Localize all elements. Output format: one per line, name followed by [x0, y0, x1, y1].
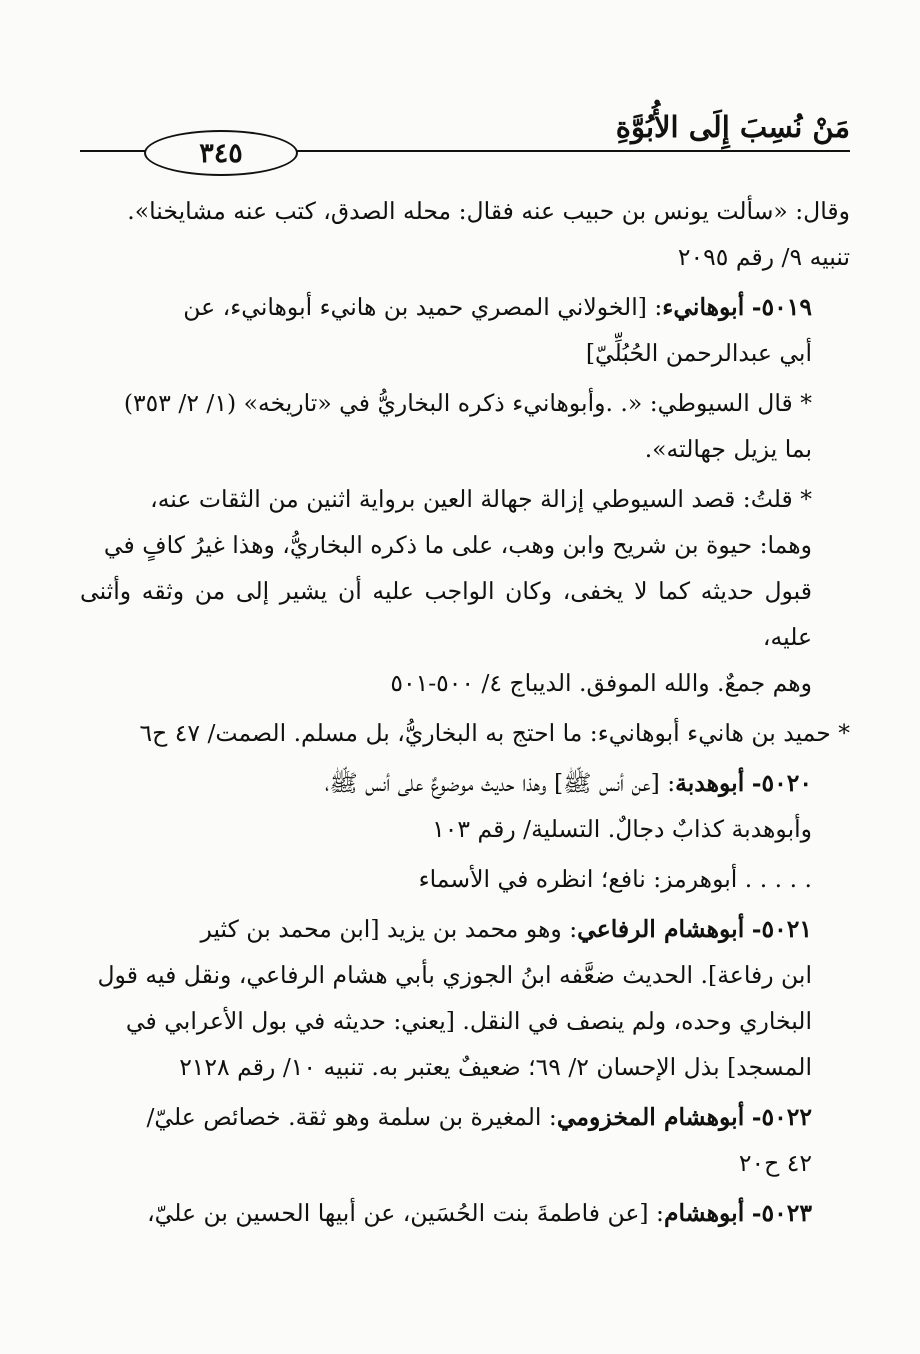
text-line: وهما: حيوة بن شريح وابن وهب، على ما ذكره البخاريُّ، وهذا غيرُ كافٍ في	[103, 531, 812, 559]
text-line: : [عن أنس ﷺ] وهذا حديث موضوعٌ على أنس ﷺ،	[324, 769, 676, 797]
body-text	[80, 188, 850, 1240]
text-line: وأبوهدبة كذابٌ دجالٌ. التسلية/ رقم ١٠٣	[432, 815, 812, 843]
page-header	[80, 104, 850, 174]
paragraph	[80, 476, 850, 706]
paragraph	[80, 710, 850, 756]
text-line: * قلتُ: قصد السيوطي إزالة جهالة العين برواية اثنين من الثقات عنه،	[150, 485, 812, 513]
entry-5020	[80, 760, 850, 852]
entry-5019	[80, 284, 850, 376]
entry-label: أبوهشام	[663, 1199, 745, 1227]
text-line: البخاري وحده، ولم ينصف في النقل. [يعني: حديثه في بول الأعرابي في	[125, 1007, 812, 1035]
page-number-badge	[144, 130, 298, 176]
text-line: تنبيه ٩/ رقم ٢٠٩٥	[677, 243, 850, 271]
entry-5022	[80, 1094, 850, 1186]
entry-label: أبوهانيء	[662, 293, 745, 321]
entry-number: ٥٠١٩-	[751, 293, 812, 321]
text-line: * حميد بن هانيء أبوهانيء: ما احتج به البخاريُّ، بل مسلم. الصمت/ ٤٧ ح٦	[139, 719, 850, 747]
text-line: : وهو محمد بن يزيد [ابن محمد بن كثير	[200, 915, 578, 943]
text-line: ابن رفاعة]. الحديث ضعَّفه ابنُ الجوزي بأبي هشام الرفاعي، ونقل فيه قول	[97, 961, 812, 989]
text-line: بما يزيل جهالته».	[644, 435, 812, 463]
entry-5021	[80, 906, 850, 1090]
text-line: وقال: «سألت يونس بن حبيب عنه فقال: محله الصدق، كتب عنه مشايخنا».	[127, 197, 850, 225]
running-head-title: مَنْ نُسِبَ إِلَى الأُبُوَّةِ	[615, 110, 850, 144]
paragraph	[80, 188, 850, 280]
paragraph	[80, 380, 850, 472]
text-line: : [الخولاني المصري حميد بن هانيء أبوهانيء، عن	[183, 293, 663, 321]
text-line: وهم جمعٌ. والله الموفق. الديباج ٤/ ٥٠٠-٥٠١	[390, 669, 812, 697]
entry-number: ٥٠٢٣-	[751, 1199, 812, 1227]
text-line: قبول حديثه كما لا يخفى، وكان الواجب عليه أن يشير إلى من وثقه وأثنى عليه،	[80, 577, 812, 651]
entry-number: ٥٠٢١-	[751, 915, 812, 943]
text-line: . . . . . أبوهرمز: نافع؛ انظره في الأسماء	[418, 865, 812, 893]
page-number: ٣٤٥	[199, 137, 243, 169]
entry-number: ٥٠٢٢-	[751, 1103, 812, 1131]
text-line: * قال السيوطي: «. .وأبوهانيء ذكره البخاريُّ في «تاريخه» (١/ ٢/ ٣٥٣)	[123, 389, 812, 417]
text-line: : [عن فاطمةَ بنت الحُسَين، عن أبيها الحسين بن عليّ،	[147, 1199, 664, 1227]
entry-label: أبوهشام الرفاعي	[577, 915, 745, 943]
cross-reference	[80, 856, 850, 902]
entry-label: أبوهشام المخزومي	[556, 1103, 745, 1131]
text-line: ٤٢ ح٢٠	[738, 1149, 812, 1177]
entry-label: أبوهدبة	[675, 769, 745, 797]
text-line: : المغيرة بن سلمة وهو ثقة. خصائص عليّ/	[146, 1103, 557, 1131]
entry-number: ٥٠٢٠-	[751, 769, 812, 797]
text-line: المسجد] بذل الإحسان ٢/ ٦٩؛ ضعيفٌ يعتبر به. تنبيه ١٠/ رقم ٢١٢٨	[179, 1053, 812, 1081]
entry-5023	[80, 1190, 850, 1236]
text-line: أبي عبدالرحمن الحُبُلِّيّ]	[585, 339, 812, 367]
